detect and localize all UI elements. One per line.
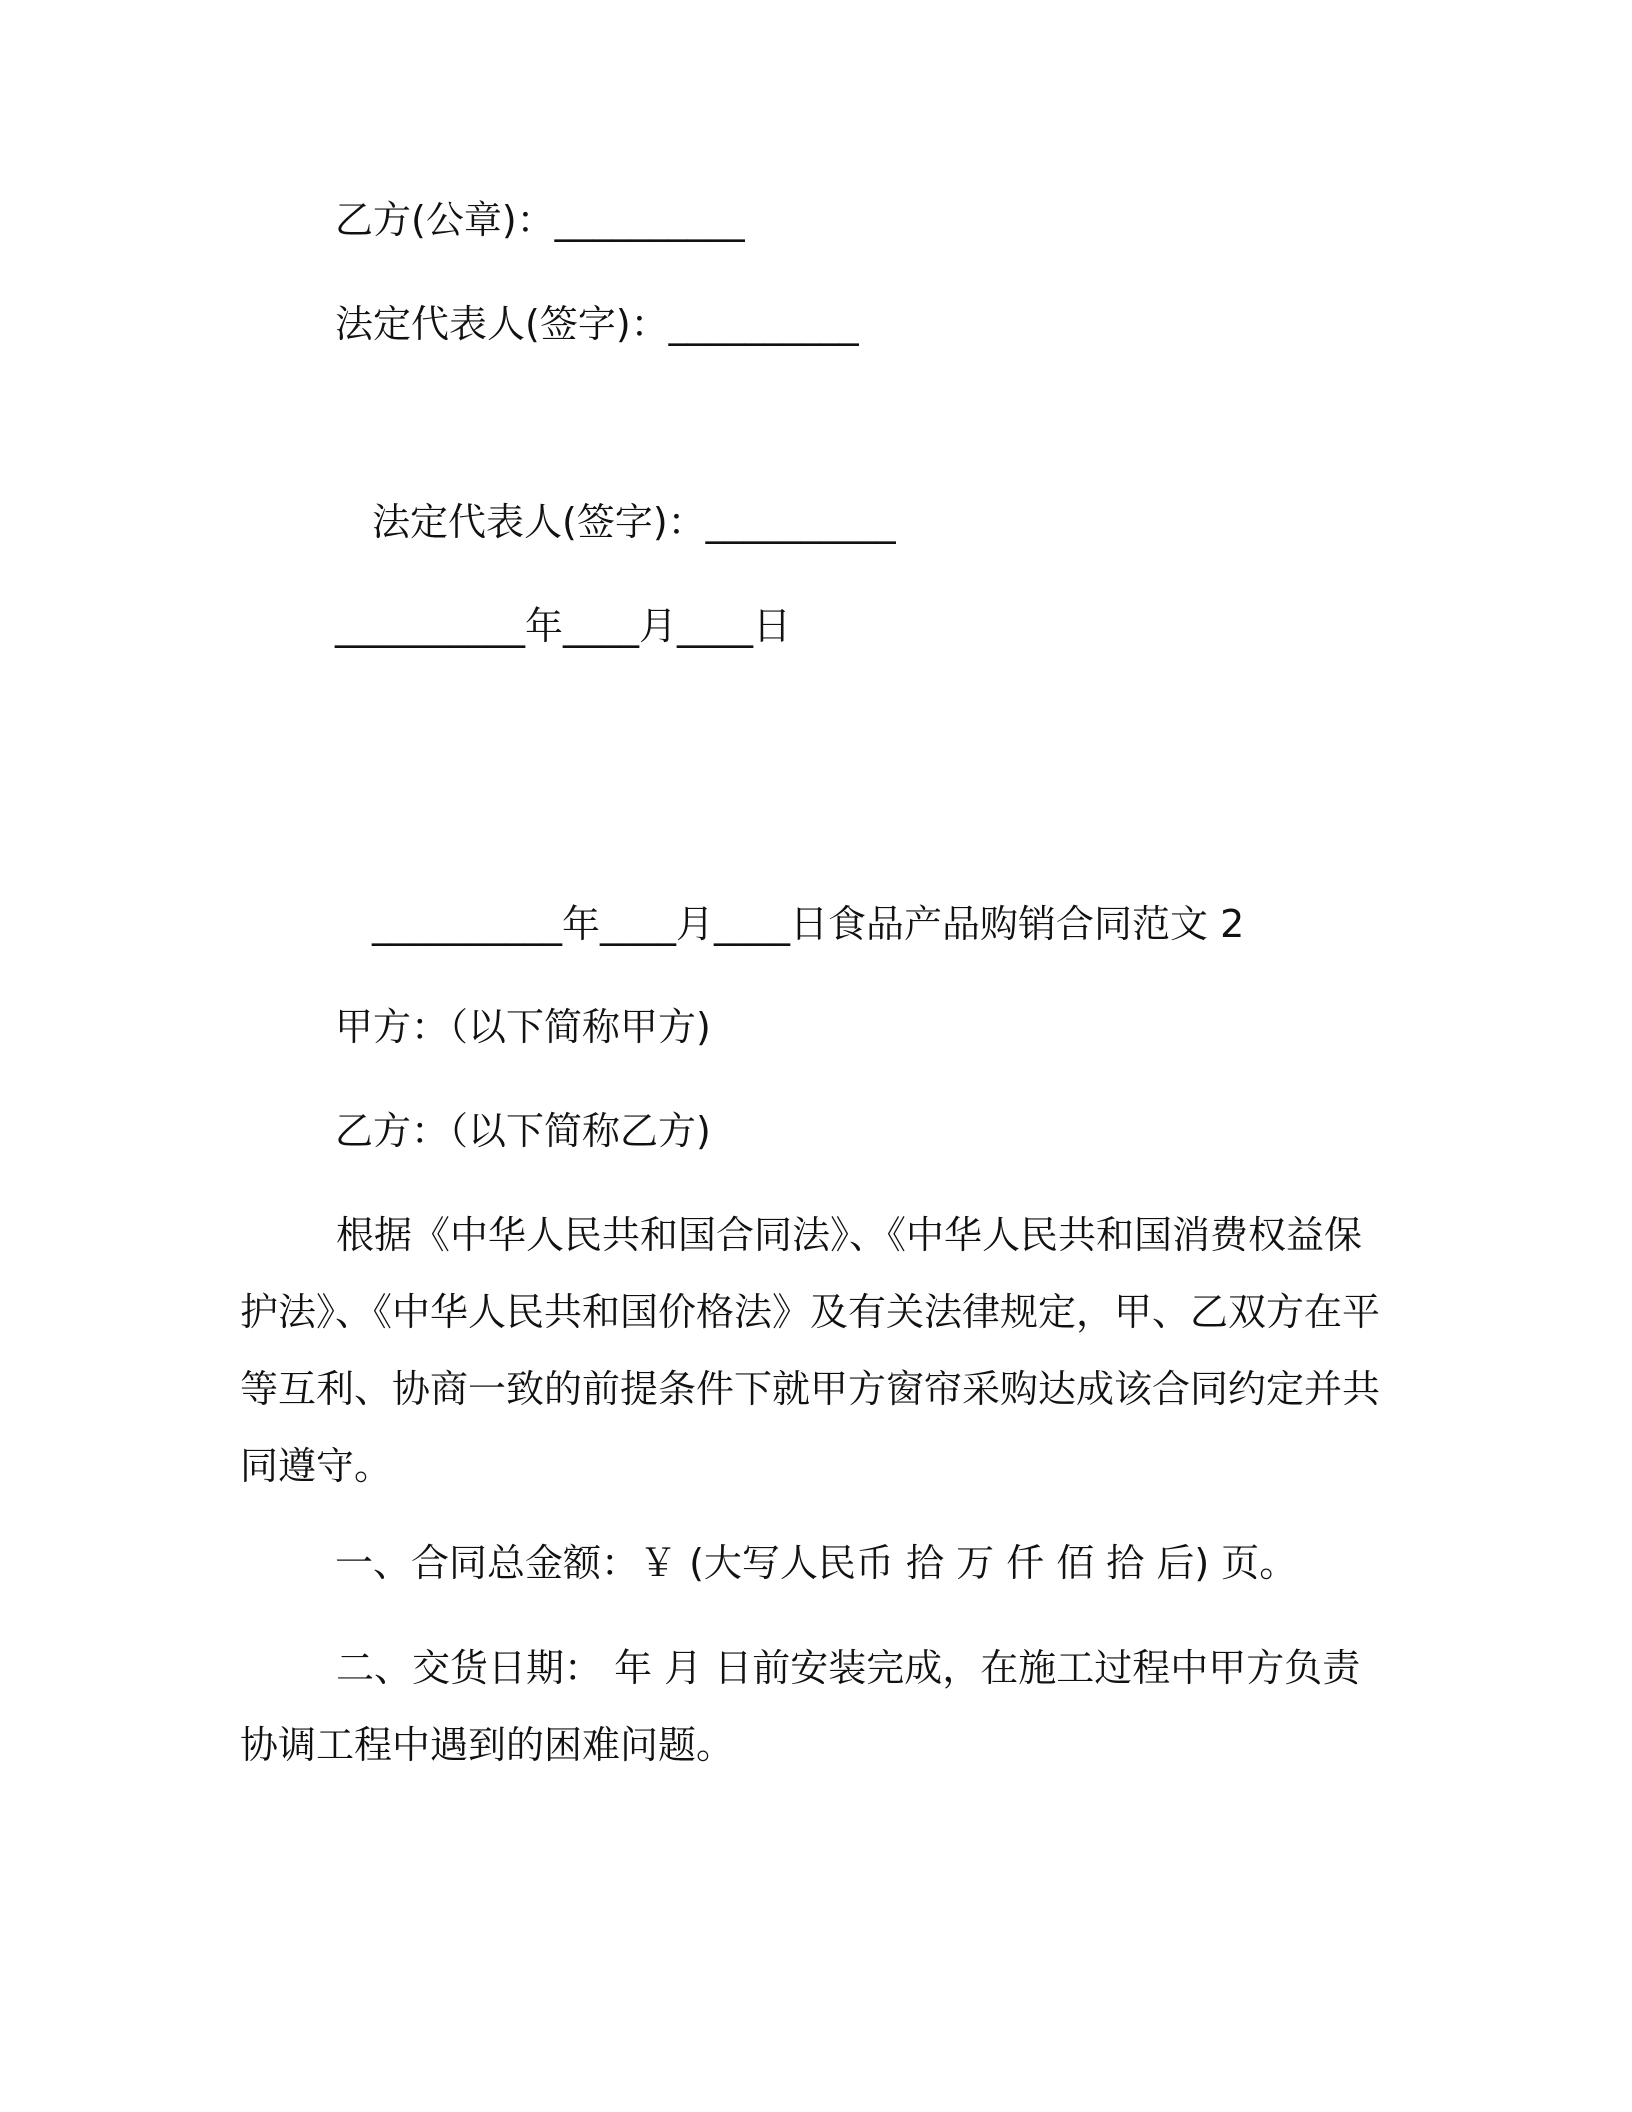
contract-preamble-paragraph: 根据《中华人民共和国合同法》、《中华人民共和国消费权益保护法》、《中华人民共和国价格法》及有关法律规定，甲、乙双方在平等互利、协商一致的前提条件下就甲方窗帘采购达成该合同约定并共同遵守。 [240, 1213, 1381, 1488]
clause-delivery-date: 二、交货日期： 年 月 日前安装完成，在施工过程中甲方负责协调工程中遇到的困难问题。 [240, 1646, 1361, 1767]
clause-contract-amount: 一、合同总金额：￥ (大写人民币 拾 万 仟 佰 拾 后) 页。 [335, 1541, 1298, 1585]
contract-title: __________年____月____日食品产品购销合同范文 2 [372, 902, 1245, 946]
legal-representative-signature-line-2: 法定代表人(签字)：__________ [372, 500, 896, 544]
party-b-line: 乙方：（以下简称乙方) [335, 1109, 711, 1153]
signature-date-line: __________年____月____日 [335, 604, 792, 648]
legal-representative-signature-line: 法定代表人(签字)：__________ [335, 302, 859, 346]
party-a-line: 甲方：（以下简称甲方) [335, 1005, 711, 1049]
party-b-seal-line: 乙方(公章)：__________ [335, 198, 745, 242]
